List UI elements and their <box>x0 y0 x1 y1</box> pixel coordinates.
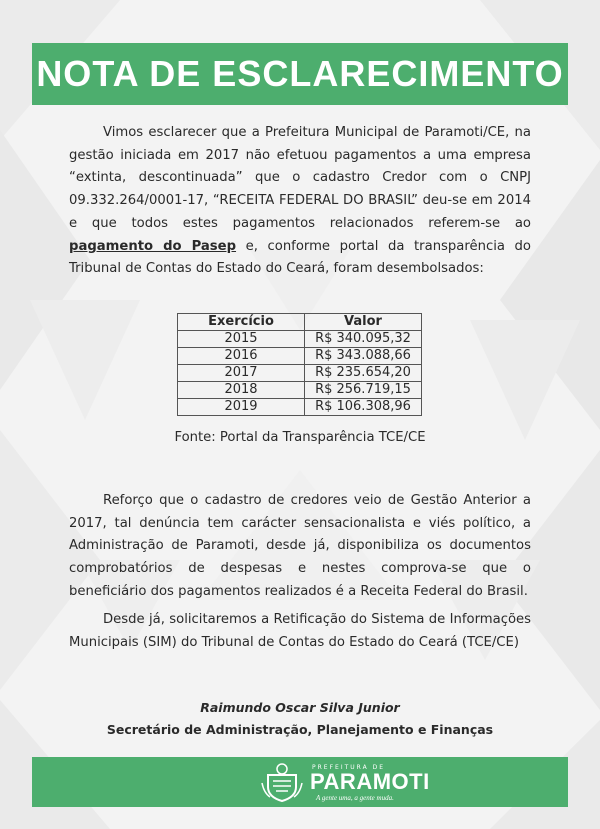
cell-value: R$ 106.308,96 <box>305 399 422 416</box>
cell-value: R$ 235.654,20 <box>305 365 422 382</box>
page-title: NOTA DE ESCLARECIMENTO <box>36 53 564 94</box>
intro-text-end: e, conforme portal da transparência do Tribunal de Contas do Estado do Ceará, foram desembolsados: <box>69 238 531 277</box>
signature-block <box>0 697 600 741</box>
logo-slogan: A gente uma, a gente muda. <box>316 794 394 802</box>
header-exercicio: Exercício <box>178 314 305 331</box>
table-row <box>178 382 422 399</box>
header-valor: Valor <box>305 314 422 331</box>
paragraph-retificacao <box>69 609 531 654</box>
paragraph-reforco-text: Reforço que o cadastro de credores veio de Gestão Anterior a 2017, tal denúncia tem carácter sensacionalista e viés político, a Administração de Paramoti, desde já, disponibiliza os documentos comprobatórios de despesas e nestes comprova-se que o beneficiário dos pagamentos realizados é a Receita Federal do Brasil. <box>69 493 531 599</box>
signatory-role: Secretário de Administração, Planejamento e Finanças <box>106 722 494 737</box>
paragraph-retificacao-text: Desde já, solicitaremos a Retificação do Sistema de Informações Municipais (SIM) do Tribunal de Contas do Estado do Ceará (TCE/CE) <box>69 612 531 650</box>
cell-value: R$ 343.088,66 <box>305 348 422 365</box>
cell-value: R$ 340.095,32 <box>305 331 422 348</box>
signatory-name: Raimundo Oscar Silva Junior <box>200 700 400 715</box>
table-header-row <box>178 314 422 331</box>
cell-year: 2015 <box>178 331 305 348</box>
table-row <box>178 399 422 416</box>
cell-year: 2019 <box>178 399 305 416</box>
cell-value: R$ 256.719,15 <box>305 382 422 399</box>
title-banner <box>32 43 568 105</box>
intro-paragraph <box>69 122 531 281</box>
paramoti-logo <box>260 761 430 805</box>
payments-table <box>177 313 422 416</box>
footer-banner <box>32 757 568 807</box>
table-row <box>178 348 422 365</box>
cell-year: 2018 <box>178 382 305 399</box>
logo-city-name: PARAMOTI <box>310 769 430 794</box>
cell-year: 2016 <box>178 348 305 365</box>
logo-prefeitura-label: PREFEITURA DE <box>312 764 385 771</box>
pasep-highlight: pagamento do Pasep <box>69 238 237 254</box>
municipal-coat-of-arms-icon <box>260 761 304 803</box>
table-row <box>178 331 422 348</box>
paragraph-reforco <box>69 490 531 604</box>
table-source: Fonte: Portal da Transparência TCE/CE <box>174 430 426 445</box>
intro-text-start: Vimos esclarecer que a Prefeitura Municipal de Paramoti/CE, na gestão iniciada em 2017 não efetuou pagamentos a uma empresa “extinta, descontinuada” que o cadastro Credor com o CNPJ 09.332.264/0001-17, “RECEITA FEDERAL DO BRASIL” deu-se em 2014 e que todos estes pagamentos relacionados referem-se ao <box>69 125 531 231</box>
table-row <box>178 365 422 382</box>
cell-year: 2017 <box>178 365 305 382</box>
